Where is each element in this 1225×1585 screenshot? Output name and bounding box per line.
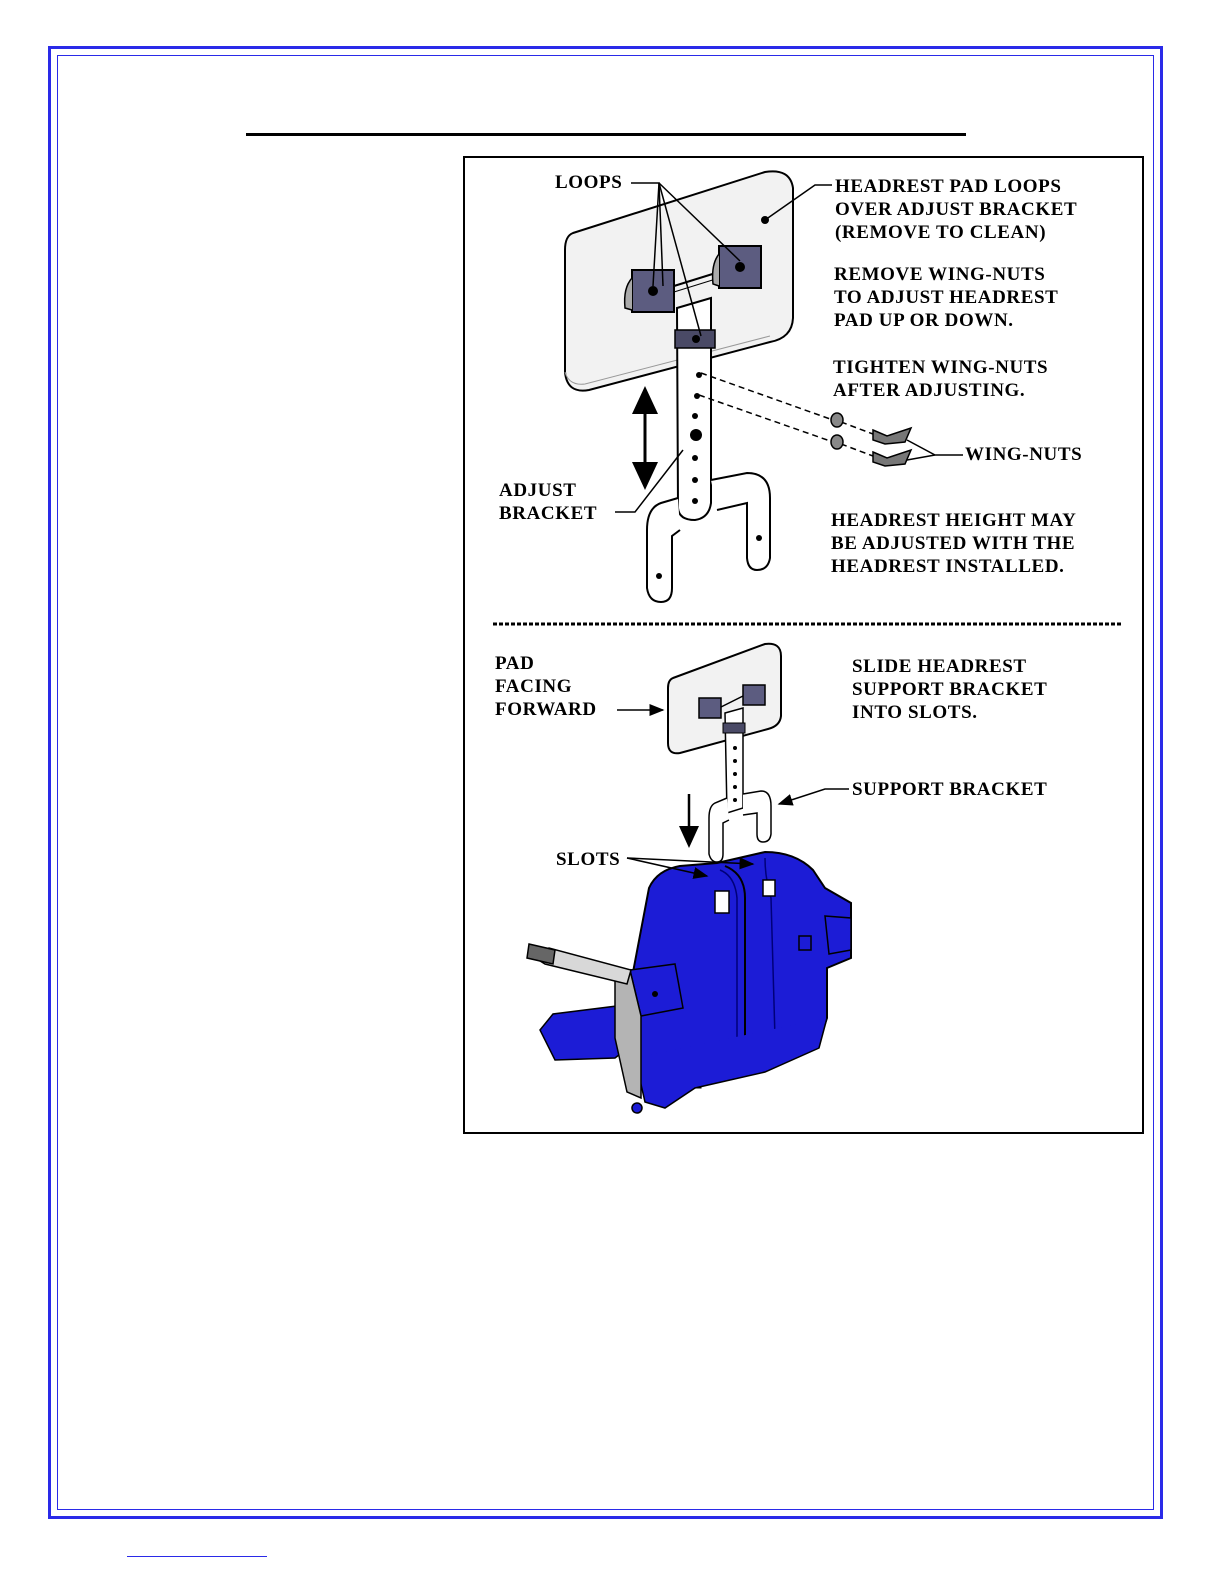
label-remove-wingnuts-note: REMOVE WING-NUTS TO ADJUST HEADREST PAD UP OR DOWN. [834,264,1059,331]
label-slide-note: SLIDE HEADREST SUPPORT BRACKET INTO SLOTS. [852,656,1048,723]
label-loops: LOOPS [555,172,623,193]
height-adjust-arrow [632,386,658,490]
label-pad-facing-forward: PAD FACING FORWARD [495,653,597,720]
footer-rule [127,1556,267,1557]
label-height-note: HEADREST HEIGHT MAY BE ADJUSTED WITH THE HEADREST INSTALLED. [831,510,1077,577]
seat-back-blue [540,852,851,1113]
label-slots: SLOTS [556,849,621,870]
label-pad-loops-note: HEADREST PAD LOOPS OVER ADJUST BRACKET (REMOVE TO CLEAN) [835,176,1078,243]
adjust-bracket-small [723,708,745,813]
label-tighten-note: TIGHTEN WING-NUTS AFTER ADJUSTING. [833,357,1049,401]
downward-arrow [679,794,699,848]
headrest-installation-figure [463,156,1144,1134]
headrest-pad-small [668,644,781,754]
adjust-bracket [675,298,715,520]
label-wing-nuts: WING-NUTS [965,444,1083,465]
label-adjust-bracket: ADJUST BRACKET [499,480,598,524]
header-rule [246,133,966,136]
label-support-bracket: SUPPORT BRACKET [852,779,1048,800]
seat-handle [527,944,631,984]
